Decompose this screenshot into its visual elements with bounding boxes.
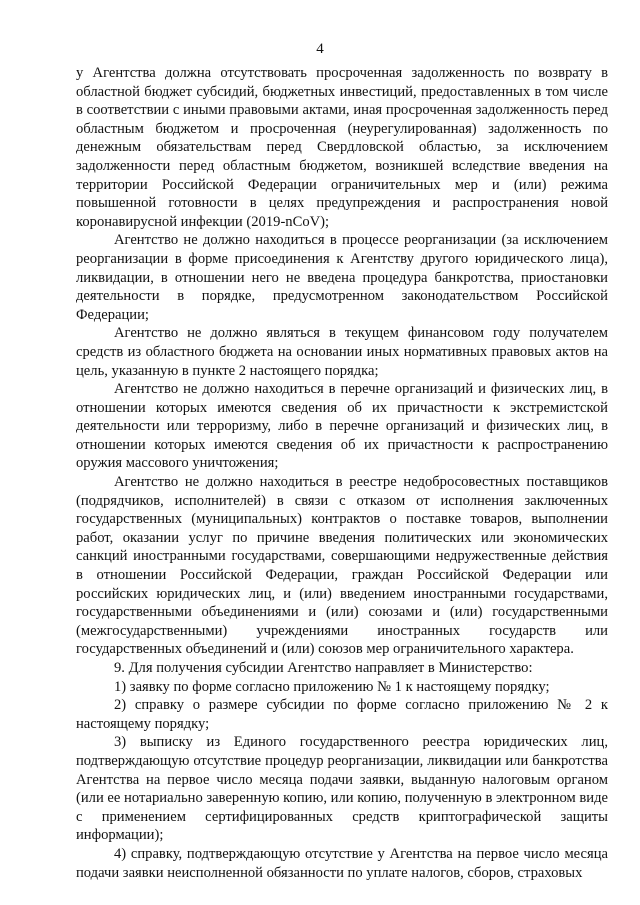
page-number: 4 bbox=[316, 41, 324, 57]
list-item-registry-extract: 3) выписку из Единого государственного реестра юридических лиц, подтверждающую отсутствие процедур реорганизации, ликвидации или банкротства Агентства на первое число месяца подачи заявки, выданную налоговым органом (или ее нотариально заверенную копию, или копию, полученную в электронном виде с применением сертифицированных средств криптографической защиты информации); bbox=[76, 734, 608, 844]
paragraph-extremism-list-requirement: Агентство не должно находиться в перечне организаций и физических лиц, в отношении которых имеются сведения об их причастности к экстремистской деятельности или терроризму, либо в перечне организаций и физических лиц, в отношении которых имеются сведения об их причастности к распространению оружия массового уничтожения; bbox=[76, 381, 608, 472]
document-body bbox=[76, 64, 608, 882]
paragraph-overdue-debt-requirement: у Агентства должна отсутствовать просроченная задолженность по возврату в областной бюджет субсидий, бюджетных инвестиций, предоставленных в том числе в соответствии с иными правовыми актами, иная просроченная задолженность перед областным бюджетом и просроченная (неурегулированная) задолженность по денежным обязательствам перед Свердловской областью, за исключением задолженности перед областным бюджетом, возникшей вследствие введения на территории Российской Федерации ограничительных мер и (или) режима повышенной готовности в целях предупреждения и распространения новой коронавирусной инфекции (2019-nCoV); bbox=[76, 65, 608, 230]
list-item-subsidy-certificate: 2) справку о размере субсидии по форме согласно приложению № 2 к настоящему порядку; bbox=[76, 697, 608, 732]
list-item-application: 1) заявку по форме согласно приложению № 1 к настоящему порядку; bbox=[114, 678, 550, 695]
list-item-tax-certificate: 4) справку, подтверждающую отсутствие у Агентства на первое число месяца подачи заявки неисполненной обязанности по уплате налогов, сборов, страховых bbox=[76, 845, 608, 881]
paragraph-reorganization-requirement: Агентство не должно находиться в процессе реорганизации (за исключением реорганизации в форме присоединения к Агентству другого юридического лица), ликвидации, в отношении него не введена процедура банкротства, приостановки деятельности в порядке, предусмотренном законодательством Российской Федерации; bbox=[76, 232, 608, 323]
paragraph-unfair-suppliers-requirement: Агентство не должно находиться в реестре недобросовестных поставщиков (подрядчиков, исполнителей) в связи с отказом от исполнения заключенных государственных (муниципальных) контрактов о поставке товаров, выполнении работ, оказании услуг по причине введения политических или экономических санкций иностранными государствами, совершающими недружественные действия в отношении Российской Федерации, граждан Российской Федерации или российских юридических лиц, и (или) введением иностранными государствами, государственными объединениями и (или) союзами и (или) государственными (межгосударственными) учреждениями иностранных государств или государственных объединений и (или) союзов мер ограничительного характера. bbox=[76, 474, 608, 658]
paragraph-budget-recipient-requirement: Агентство не должно являться в текущем финансовом году получателем средств из областного бюджета на основании иных нормативных правовых актов на цель, указанную в пункте 2 настоящего порядка; bbox=[76, 325, 608, 379]
paragraph-clause-9: 9. Для получения субсидии Агентство направляет в Министерство: bbox=[114, 660, 533, 676]
